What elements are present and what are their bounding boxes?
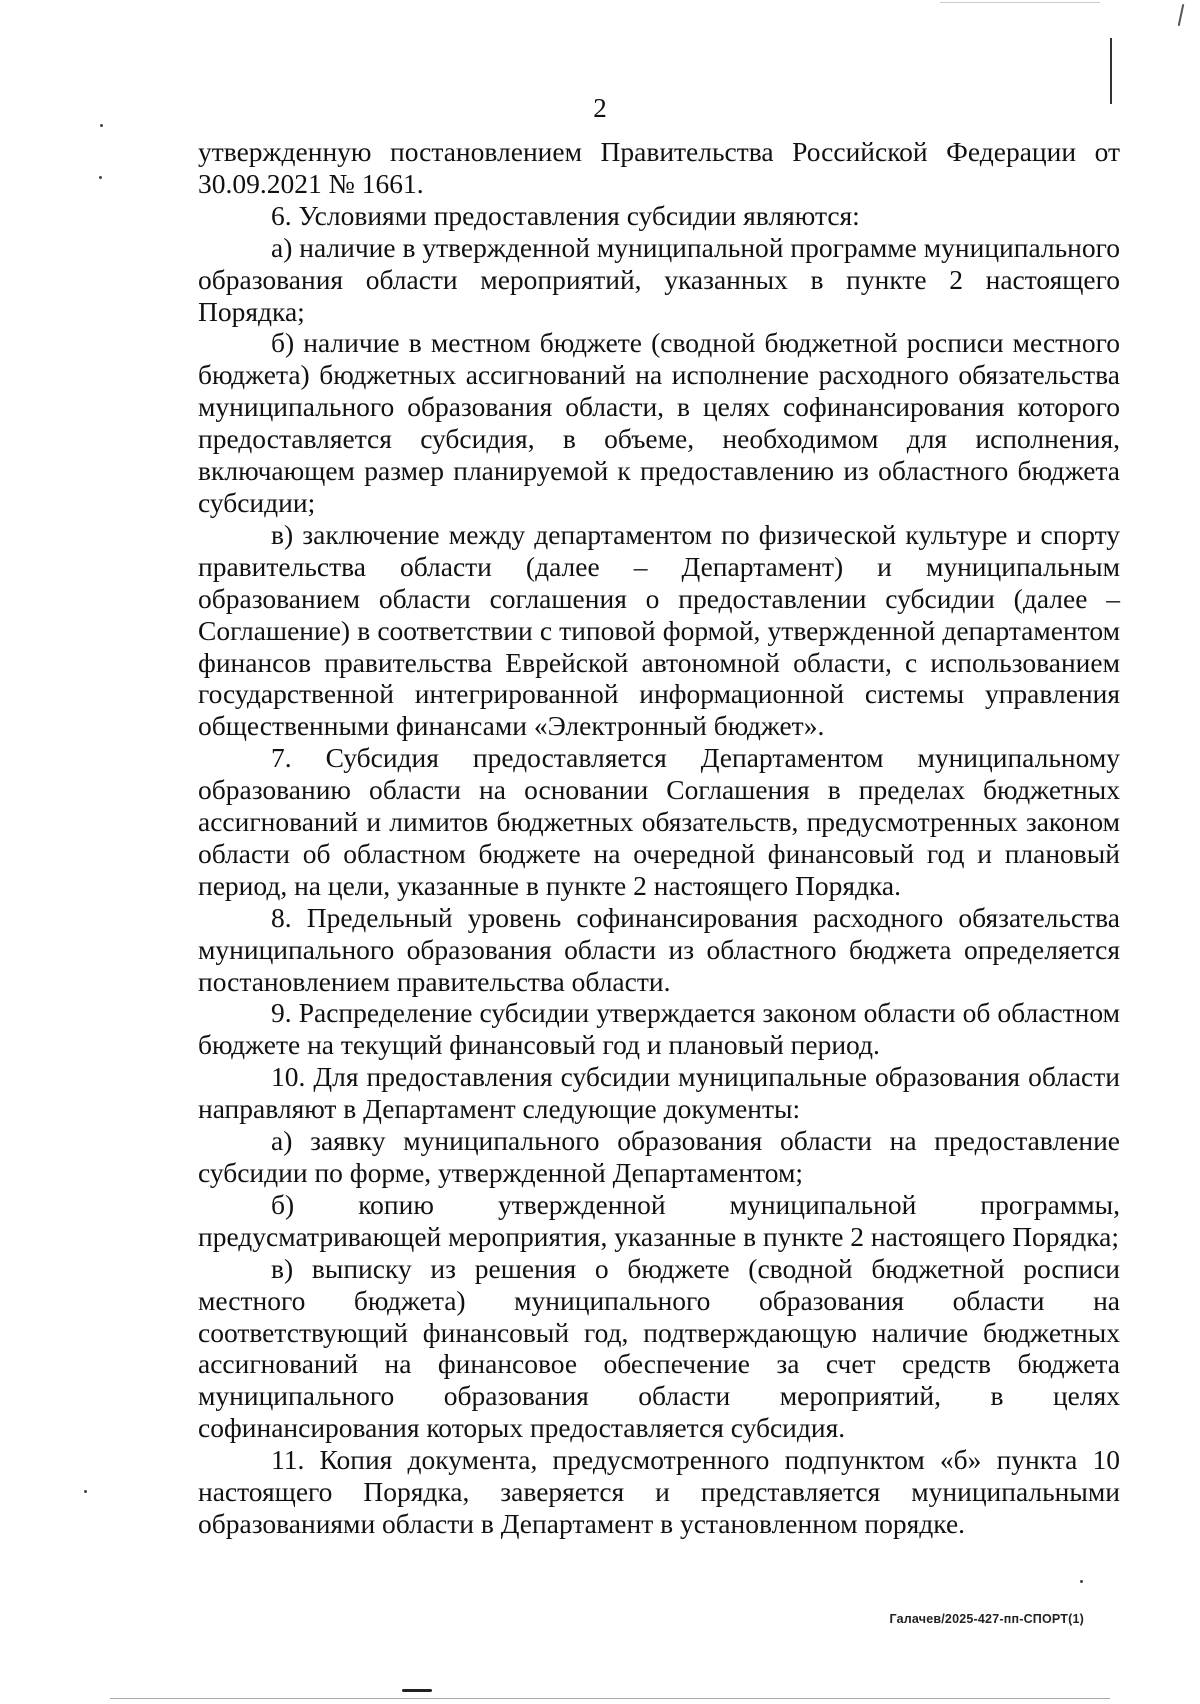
- page-number: 2: [593, 93, 607, 123]
- scan-artifact: [100, 124, 103, 127]
- scan-artifact: [1178, 4, 1185, 26]
- paragraph: а) наличие в утвержденной муниципальной программе муниципального образования области мероприятий, указанных в пункте 2 настоящего Порядка;: [198, 231, 1120, 327]
- paragraph: 6. Условиями предоставления субсидии являются:: [271, 199, 860, 231]
- paragraph: 11. Копия документа, предусмотренного подпунктом «б» пункта 10 настоящего Порядка, заверяется и представляется муниципальными образованиями области в Департамент в установленном порядке.: [198, 1444, 1120, 1539]
- scan-artifact: [1080, 1580, 1083, 1583]
- paragraph: б) наличие в местном бюджете (сводной бюджетной росписи местного бюджета) бюджетных ассигнований на исполнение расходного обязательства муниципального образования области, в целях софинансирования которого предоставляется субсидия, в объеме, необходимом для исполнения, включающем размер планируемой к предоставлению из областного бюджета субсидии;: [198, 327, 1120, 518]
- paragraph: 7. Субсидия предоставляется Департаментом муниципальному образованию области на основании Соглашения в пределах бюджетных ассигнований и лимитов бюджетных обязательств, предусмотренных законом области об областном бюджете на очередной финансовый год и плановый период, на цели, указанные в пункте 2 настоящего Порядка.: [198, 742, 1120, 901]
- scan-artifact: [940, 2, 1100, 3]
- paragraph: а) заявку муниципального образования области на предоставление субсидии по форме, утвержденной Департаментом;: [198, 1125, 1120, 1188]
- paragraph: утвержденную постановлением Правительства Российской Федерации от 30.09.2021 № 1661.: [198, 136, 1120, 199]
- paragraph: 8. Предельный уровень софинансирования расходного обязательства муниципального образования области из областного бюджета определяется постановлением правительства области.: [198, 901, 1120, 997]
- scan-artifact: [99, 176, 102, 179]
- scan-artifact: [402, 1689, 432, 1692]
- document-reference-code: Галачев/2025-427-пп-СПОРТ(1): [889, 1612, 1084, 1626]
- document-body: [198, 136, 1120, 1540]
- paragraph: 10. Для предоставления субсидии муниципальные образования области направляют в Департамент следующие документы:: [198, 1061, 1120, 1125]
- paragraph: в) выписку из решения о бюджете (сводной бюджетной росписи местного бюджета) муниципального образования области на соответствующий финансовый год, подтверждающую наличие бюджетных ассигнований на финансовое обеспечение за счет средств бюджета муниципального образования области мероприятий, в целях софинансирования которых предоставляется субсидия.: [198, 1252, 1120, 1444]
- paragraph: в) заключение между департаментом по физической культуре и спорту правительства области (далее – Департамент) и муниципальным образованием области соглашения о предоставлении субсидии (далее – Соглашение) в соответствии с типовой формой, утвержденной департаментом финансов правительства Еврейской автономной области, с использованием государственной интегрированной информационной системы управления общественными финансами «Электронный бюджет».: [198, 518, 1120, 742]
- paragraph: б) копию утвержденной муниципальной программы, предусматривающей мероприятия, указанные в пункте 2 настоящего Порядка;: [198, 1188, 1120, 1252]
- scan-artifact: [84, 1490, 87, 1493]
- scan-artifact: [110, 1698, 1110, 1699]
- paragraph: 9. Распределение субсидии утверждается законом области об областном бюджете на текущий финансовый год и плановый период.: [198, 997, 1120, 1061]
